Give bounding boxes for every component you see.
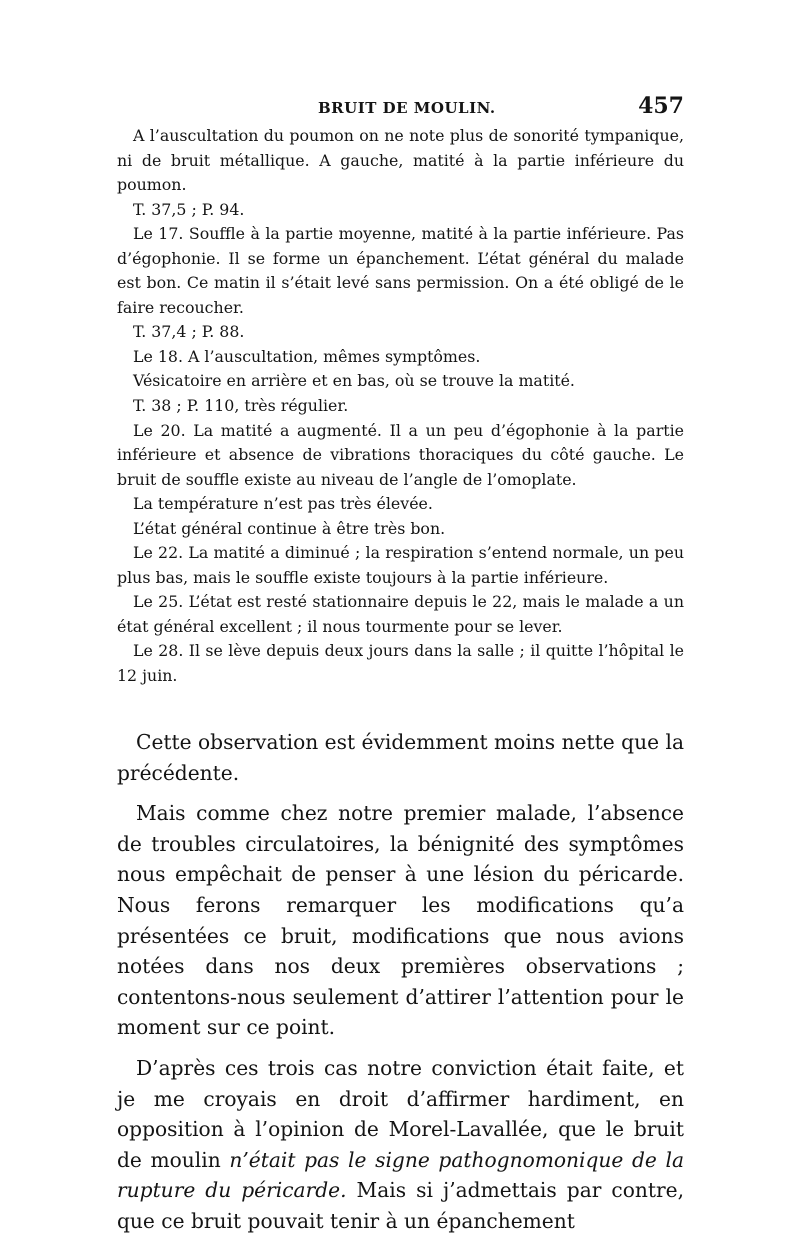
note-paragraph: Le 18. A l’auscultation, mêmes symptômes. — [133, 346, 481, 366]
body-paragraph: Cette observation est évidemment moins nette que la précédente. — [117, 730, 684, 785]
main-text — [117, 727, 684, 1237]
body-paragraph — [117, 1053, 684, 1237]
note-paragraph: Le 22. La matité a diminué ; la respiration s’entend normale, un peu plus bas, mais le souffle existe toujours à la partie inférieure. — [117, 543, 684, 587]
note-paragraph: La température n’est pas très élevée. — [133, 494, 433, 514]
body-text: D’après ces trois cas notre conviction était faite, et je me croyais en droit d’affirmer hardiment, en opposition à l’opinion de Morel-Lavallée, que le bruit de moulin — [117, 1055, 684, 1172]
note-paragraph: T. 37,5 ; P. 94. — [133, 199, 245, 219]
italic-phrase: n’était pas le signe pathognomonique de la rupture du péricarde. — [117, 1147, 684, 1203]
note-paragraph: T. 37,4 ; P. 88. — [133, 322, 245, 342]
clinical-notes — [117, 124, 684, 689]
page-number: 457 — [638, 93, 684, 119]
body-text: Mais si j’admettais par contre, que ce bruit pouvait tenir à un épanchement — [117, 1178, 684, 1233]
note-paragraph: Le 28. Il se lève depuis deux jours dans la salle ; il quitte l’hôpital le 12 juin. — [117, 641, 684, 686]
page-header — [0, 93, 800, 123]
note-paragraph: Le 20. La matité a augmenté. Il a un peu d’égophonie à la partie inférieure et absence de vibrations thoraciques du côté gauche. Le bruit de souffle existe au niveau de l’angle de l’omoplate. — [117, 420, 684, 489]
note-paragraph: Le 17. Souffle à la partie moyenne, matité à la partie inférieure. Pas d’égophonie. Il se forme un épanchement. L’état général du malade est bon. Ce matin il s’était levé sans permission. On a été obligé de le faire recoucher. — [117, 224, 684, 317]
note-paragraph: Vésicatoire en arrière et en bas, où se trouve la matité. — [133, 371, 575, 391]
running-title: BRUIT DE MOULIN. — [318, 99, 496, 117]
note-paragraph: L’état général continue à être très bon. — [133, 518, 446, 538]
note-paragraph: T. 38 ; P. 110, très régulier. — [133, 396, 349, 416]
note-paragraph: Le 25. L’état est resté stationnaire depuis le 22, mais le malade a un état général excellent ; il nous tourmente pour se lever. — [117, 592, 684, 636]
body-paragraph: Mais comme chez notre premier malade, l’absence de troubles circulatoires, la bénignité des symptômes nous empêchait de penser à une lésion du péricarde. Nous ferons remarquer les modifications qu’a présentées ce bruit, modifications que nous avions notées dans nos deux premières observations ; contentons-nous seulement d’attirer l’attention pour le moment sur ce point. — [117, 801, 684, 1040]
note-paragraph: A l’auscultation du poumon on ne note plus de sonorité tympanique, ni de bruit métallique. A gauche, matité à la partie inférieure du poumon. — [117, 126, 684, 195]
